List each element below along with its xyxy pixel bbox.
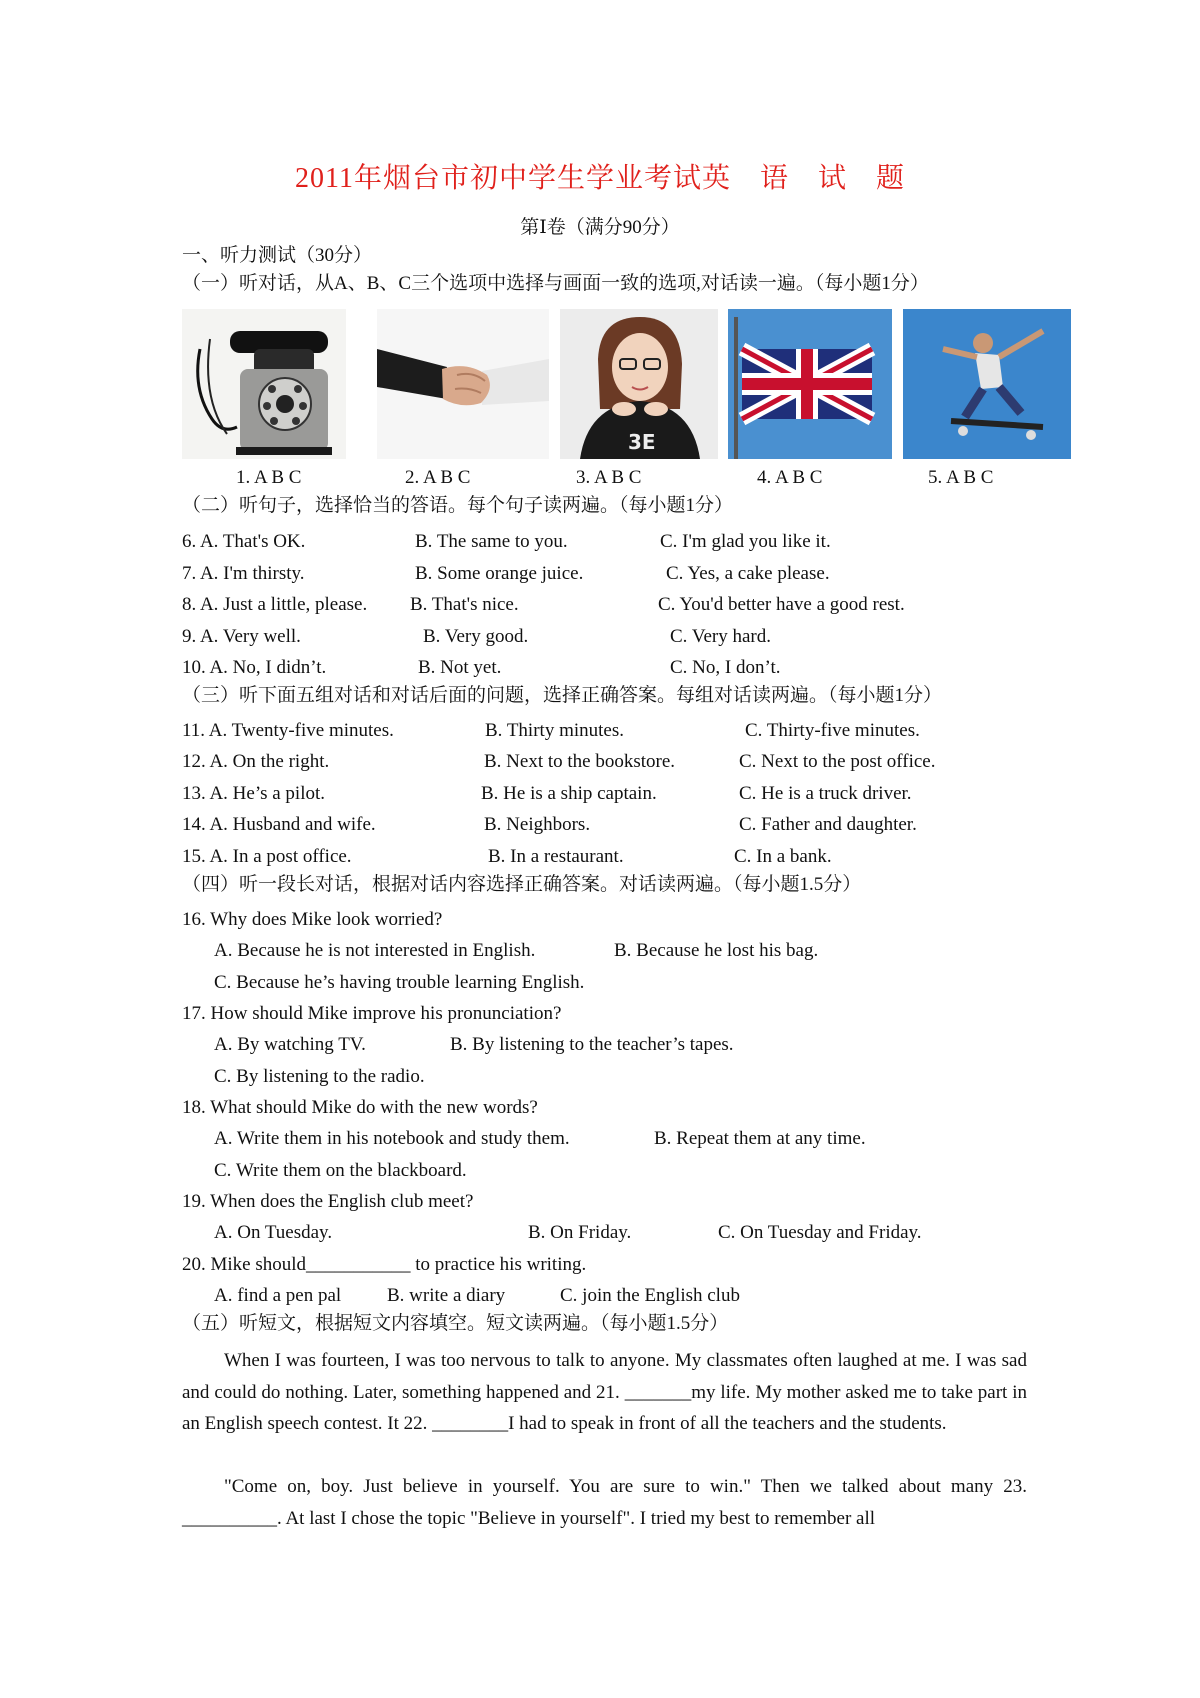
sec1-heading: （一）听对话，从A、B、C三个选项中选择与画面一致的选项,对话读一遍。（每小题1分）	[182, 273, 929, 294]
q20-option-c: C. join the English club	[560, 1285, 740, 1306]
q20-question: 20. Mike should___________ to practice his writing.	[182, 1254, 587, 1275]
q13-option-c: C. He is a truck driver.	[739, 783, 912, 804]
exam-title: 2011年烟台市初中学生学业考试英 语 试 题	[295, 163, 905, 194]
q9-option-b: B. Very good.	[423, 626, 529, 647]
uk-flag-picture	[728, 309, 892, 459]
q11-option-a: 11. A. Twenty-five minutes.	[182, 720, 394, 741]
sec5-heading: （五）听短文，根据短文内容填空。短文读两遍。（每小题1.5分）	[182, 1313, 729, 1334]
sec3-heading: （三）听下面五组对话和对话后面的问题，选择正确答案。每组对话读两遍。（每小题1分）	[182, 685, 943, 706]
q18-option-a: A. Write them in his notebook and study them.	[214, 1128, 570, 1149]
q16-option-c: C. Because he’s having trouble learning English.	[214, 972, 585, 993]
q9-option-a: 9. A. Very well.	[182, 626, 301, 647]
q8-option-a: 8. A. Just a little, please.	[182, 594, 368, 615]
q7-option-a: 7. A. I'm thirsty.	[182, 563, 305, 584]
telephone-picture	[182, 309, 346, 459]
q8-option-b: B. That's nice.	[410, 594, 519, 615]
q10-option-b: B. Not yet.	[418, 657, 502, 678]
sec4-heading: （四）听一段长对话，根据对话内容选择正确答案。对话读两遍。（每小题1.5分）	[182, 874, 862, 895]
passage-paragraph-1: When I was fourteen, I was too nervous to talk to anyone. My classmates often laughed at me. I was sad and could do nothing. Later, something happened and 21. _______my life. My mother asked me to take part in an English speech contest. It 22. ________I had to speak in front of all the teachers and the students.	[182, 1350, 1027, 1434]
q11-option-b: B. Thirty minutes.	[485, 720, 624, 741]
passage-paragraph-2: "Come on, boy. Just believe in yourself. You are sure to win." Then we talked about many 23. __________. At last I chose the topic "Believe in yourself". I tried my best to remember all	[182, 1476, 1027, 1529]
q16-option-b: B. Because he lost his bag.	[614, 940, 819, 961]
q7-option-c: C. Yes, a cake please.	[666, 563, 830, 584]
q16-option-a: A. Because he is not interested in English.	[214, 940, 536, 961]
q17-option-a: A. By watching TV.	[214, 1034, 366, 1055]
q19-option-a: A. On Tuesday.	[214, 1222, 333, 1243]
q14-option-c: C. Father and daughter.	[739, 814, 917, 835]
q6-option-a: 6. A. That's OK.	[182, 531, 306, 552]
svg-text:3E: 3E	[628, 430, 656, 454]
q8-option-c: C. You'd better have a good rest.	[658, 594, 905, 615]
q13-option-a: 13. A. He’s a pilot.	[182, 783, 326, 804]
q17-option-b: B. By listening to the teacher’s tapes.	[450, 1034, 734, 1055]
q17-option-c: C. By listening to the radio.	[214, 1066, 425, 1087]
q12-option-b: B. Next to the bookstore.	[484, 751, 676, 772]
picture-4-options: 4. A B C	[757, 467, 823, 488]
q15-option-c: C. In a bank.	[734, 846, 832, 867]
q9-option-c: C. Very hard.	[670, 626, 771, 647]
q10-option-c: C. No, I don’t.	[670, 657, 781, 678]
q20-option-a: A. find a pen pal	[214, 1285, 342, 1306]
q20-option-b: B. write a diary	[387, 1285, 506, 1306]
q18-option-c: C. Write them on the blackboard.	[214, 1160, 467, 1181]
q19-option-c: C. On Tuesday and Friday.	[718, 1222, 922, 1243]
q18-option-b: B. Repeat them at any time.	[654, 1128, 866, 1149]
q7-option-b: B. Some orange juice.	[415, 563, 584, 584]
skateboarder-picture	[903, 309, 1071, 459]
picture-3-options: 3. A B C	[576, 467, 642, 488]
picture-2-options: 2. A B C	[405, 467, 471, 488]
picture-1-options: 1. A B C	[236, 467, 302, 488]
q12-option-a: 12. A. On the right.	[182, 751, 330, 772]
q18-question: 18. What should Mike do with the new words?	[182, 1097, 538, 1118]
q16-question: 16. Why does Mike look worried?	[182, 909, 443, 930]
q10-option-a: 10. A. No, I didn’t.	[182, 657, 327, 678]
picture-5-options: 5. A B C	[928, 467, 994, 488]
q13-option-b: B. He is a ship captain.	[481, 783, 657, 804]
q6-option-c: C. I'm glad you like it.	[660, 531, 831, 552]
girl-picture	[560, 309, 718, 459]
q19-question: 19. When does the English club meet?	[182, 1191, 474, 1212]
q19-option-b: B. On Friday.	[528, 1222, 632, 1243]
handshake-picture	[377, 309, 549, 459]
sec2-heading: （二）听句子，选择恰当的答语。每个句子读两遍。（每小题1分）	[182, 495, 734, 516]
q15-option-a: 15. A. In a post office.	[182, 846, 352, 867]
q14-option-a: 14. A. Husband and wife.	[182, 814, 376, 835]
part1-heading: 一、听力测试（30分）	[182, 245, 373, 266]
q12-option-c: C. Next to the post office.	[739, 751, 936, 772]
paper-subtitle: 第Ⅰ卷（满分90分）	[520, 217, 680, 238]
q14-option-b: B. Neighbors.	[484, 814, 591, 835]
q17-question: 17. How should Mike improve his pronunciation?	[182, 1003, 562, 1024]
q11-option-c: C. Thirty-five minutes.	[745, 720, 920, 741]
q15-option-b: B. In a restaurant.	[488, 846, 624, 867]
q6-option-b: B. The same to you.	[415, 531, 568, 552]
